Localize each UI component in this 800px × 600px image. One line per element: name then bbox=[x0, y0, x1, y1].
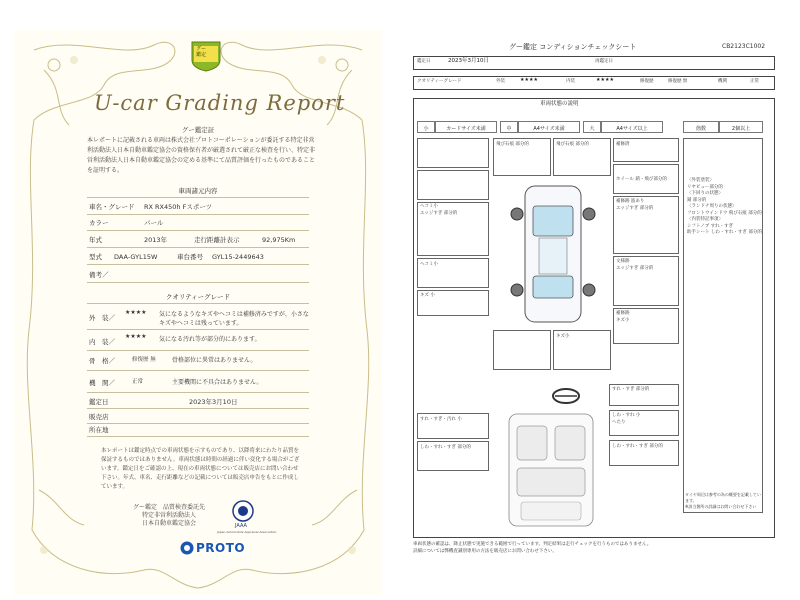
mech-value: 正常 bbox=[132, 379, 144, 385]
ext-stars: ★★★★ bbox=[520, 77, 538, 83]
divider bbox=[87, 350, 309, 351]
exterior-panel bbox=[417, 138, 489, 168]
interior-label: 内 装／ bbox=[89, 338, 115, 346]
intro-text: 本レポートに記載される車両は株式会社プロトコーポレーションが委託する特定非営利活動法人日本自動車鑑定協会の資格保有者が厳選されて厳正な検査を行い、特定非営利活動法人日本自動車鑑定協会の定める基準にて品質評価を行ったものであることを証明する。 bbox=[87, 137, 316, 174]
footnote-1: 車両状態の確認は、降止状態で実施できる範囲で行っています。判定結果は走行チェックを行うものではありません。 bbox=[413, 542, 652, 547]
state-label-f: 補修跡 波あり エッジすぎ 部分的 bbox=[616, 199, 654, 211]
frame-label: 修復歴 bbox=[640, 79, 654, 84]
divider bbox=[87, 247, 309, 248]
sheet-id: CB2123C1002 bbox=[722, 43, 766, 50]
frame-text: 骨格部位に異常はありません。 bbox=[172, 357, 257, 364]
appraisal-date-value: 2023年3月10日 bbox=[189, 398, 238, 406]
exterior-panel bbox=[493, 330, 551, 370]
steering-wheel-icon bbox=[551, 387, 581, 405]
divider bbox=[87, 423, 309, 424]
state-label-g: ヘコミ小 bbox=[420, 262, 438, 267]
color-label: カラー bbox=[89, 219, 109, 227]
count-label: 箇数 bbox=[683, 121, 719, 133]
divider bbox=[87, 230, 309, 231]
divider bbox=[87, 392, 309, 393]
report-subtitle: グー鑑定証 bbox=[181, 126, 215, 134]
divider bbox=[87, 303, 309, 304]
year-value: 2013年 bbox=[144, 236, 168, 244]
vehicle-section-header: 車両諸元内容 bbox=[178, 187, 218, 195]
jaaa-subtitle: Japan Automobile Appraisal Association bbox=[217, 530, 277, 534]
interior-text: 気になる汚れ等が部分的にあります。 bbox=[159, 336, 261, 343]
jaaa-emblem-icon bbox=[232, 500, 254, 522]
exterior-stars: ★★★★ bbox=[125, 309, 147, 316]
size-large-desc: A4サイズ以上 bbox=[601, 121, 663, 133]
mech-text: 主要機関に不具合はありません。 bbox=[172, 379, 263, 386]
mech-label: 機 関／ bbox=[89, 379, 115, 387]
count-value: 2個以上 bbox=[719, 121, 763, 133]
size-small-desc: カードサイズ未満 bbox=[435, 121, 497, 133]
proto-brand: PROTO bbox=[196, 541, 246, 555]
size-mid: 中 bbox=[500, 121, 518, 133]
size-small: 小 bbox=[417, 121, 435, 133]
frame-label: 骨 格／ bbox=[89, 357, 115, 365]
state-header: 車両状態の説明 bbox=[540, 101, 579, 107]
frame-value: 修復歴 無 bbox=[132, 357, 156, 363]
state-label-o: しわ・すれ 小 へたり bbox=[612, 413, 641, 425]
state-label-c: 補修済 bbox=[616, 142, 630, 147]
divider bbox=[87, 282, 309, 283]
size-mid-desc: A4サイズ未満 bbox=[518, 121, 580, 133]
exterior-panel bbox=[417, 170, 489, 200]
chassis-label: 車台番号 bbox=[177, 253, 203, 261]
divider bbox=[87, 214, 309, 215]
divider bbox=[87, 197, 309, 198]
shop-label: 販売店 bbox=[89, 413, 109, 421]
remarks-label: 備考／ bbox=[89, 271, 109, 279]
state-label-j: 補修跡 キズ小 bbox=[616, 311, 630, 323]
car-interior-diagram bbox=[495, 412, 607, 530]
state-label-d: ホイール 錆・飛び部分的 bbox=[616, 177, 667, 182]
state-label-h: 文様跡 エッジすぎ 部分的 bbox=[616, 259, 654, 271]
detail-note: ※該当箇所の詳細はお問い合わせ下さい bbox=[685, 504, 757, 509]
jaaa-label: JAAA bbox=[235, 523, 247, 529]
state-label-a: 飛び石痕 部分的 bbox=[496, 142, 529, 147]
remarks-list: 〈外装塗装〉 リヤビュー部分的 〈下回りの状態〉 錆 部分的 〈ランドナ周りの状態〉 フロントウインドウ 飛び石痕 部分的 〈内装特記事項〉 シフトノブ すれ・すぎ 助手シート しわ・すれ・すぎ 部分的 bbox=[687, 178, 762, 235]
frame-value: 修復歴 無 bbox=[668, 79, 688, 84]
grading-certificate bbox=[14, 30, 382, 595]
divider bbox=[87, 408, 309, 409]
quality-section-header: クオリティーグレード bbox=[165, 293, 231, 301]
state-label-e: ヘコミ小 エッジすぎ 部分的 bbox=[420, 204, 458, 216]
divider bbox=[87, 436, 309, 437]
model-label: 型式 bbox=[89, 253, 102, 261]
size-large: 大 bbox=[583, 121, 601, 133]
disclaimer-note: 本レポートは鑑定時点での車両状態を示すものであり、以降将来にわたり品質を保証するものではありません。車両状態は時間の経過に伴い変化する場合がございます。鑑定日をご確認の上、現在の車両状態については販売店にお問い合わせ下さい。年式、車名、走行距離などの記載については販売店申告をもとに作成しています。 bbox=[101, 448, 300, 490]
date-label: 鑑定日 bbox=[417, 59, 431, 64]
exterior-label: 外 装／ bbox=[89, 314, 115, 322]
state-label-p: しわ・すれ・すぎ 部分的 bbox=[420, 445, 471, 450]
model-value: DAA-GYL15W bbox=[114, 253, 158, 261]
state-label-q: しわ・すれ・すぎ 部分的 bbox=[612, 444, 663, 449]
car-name-value: RX RX450h Fスポーツ bbox=[144, 203, 213, 211]
appraisal-date-label: 鑑定日 bbox=[89, 398, 109, 406]
mech-label: 機関 bbox=[718, 79, 727, 84]
condition-check-sheet bbox=[400, 30, 784, 595]
proto-logo-icon bbox=[180, 541, 194, 555]
car-name-label: 車名・グレード bbox=[89, 203, 135, 211]
divider bbox=[87, 264, 309, 265]
state-label-k: キズ 小 bbox=[420, 293, 435, 298]
state-label-i: キズ小 bbox=[556, 334, 570, 339]
qg-label: クオリティーグレード bbox=[417, 79, 462, 84]
chassis-value: GYL15-2449643 bbox=[212, 253, 264, 261]
mech-value: 正常 bbox=[750, 79, 759, 84]
int-label: 内装 bbox=[566, 79, 575, 84]
int-stars: ★★★★ bbox=[596, 77, 614, 83]
mileage-label: 走行距離計表示 bbox=[194, 236, 240, 244]
logo-text: グー 鑑定 bbox=[196, 46, 207, 58]
divider bbox=[87, 370, 309, 371]
exterior-text: 気になるようなキズやヘコミは補修済みですが、小さなキズやヘコミは残っています。 bbox=[159, 311, 309, 327]
state-label-n: すれ・すぎ・汚れ 小 bbox=[420, 417, 462, 422]
car-top-view-diagram bbox=[495, 180, 611, 328]
date-value: 2023年3月10日 bbox=[448, 58, 489, 64]
interior-stars: ★★★★ bbox=[125, 333, 147, 340]
ext-label: 外装 bbox=[496, 79, 505, 84]
re-date-label: 再鑑定日 bbox=[595, 59, 613, 64]
state-label-l: すれ・すぎ 部分的 bbox=[612, 387, 650, 392]
sheet-title: グー鑑定 コンディションチェックシート bbox=[509, 43, 637, 51]
divider bbox=[87, 329, 309, 330]
footnote-2: 詳細については弊機査識別専用の方法を販売店にお問い合わせ下さい。 bbox=[413, 549, 557, 554]
report-title: U-car Grading Report bbox=[94, 91, 346, 115]
tire-note: タイヤ周辺は参考の為の概要を記載しています。 bbox=[685, 492, 761, 503]
location-label: 所在地 bbox=[89, 426, 109, 434]
color-value: パール bbox=[144, 219, 164, 227]
footer-organization: グー鑑定 品質検査委託先 特定非営利活動法人 日本自動車鑑定協会 bbox=[132, 504, 205, 527]
state-label-b: 飛び石痕 部分的 bbox=[556, 142, 589, 147]
mileage-value: 92,975Km bbox=[262, 236, 296, 244]
year-label: 年式 bbox=[89, 236, 102, 244]
